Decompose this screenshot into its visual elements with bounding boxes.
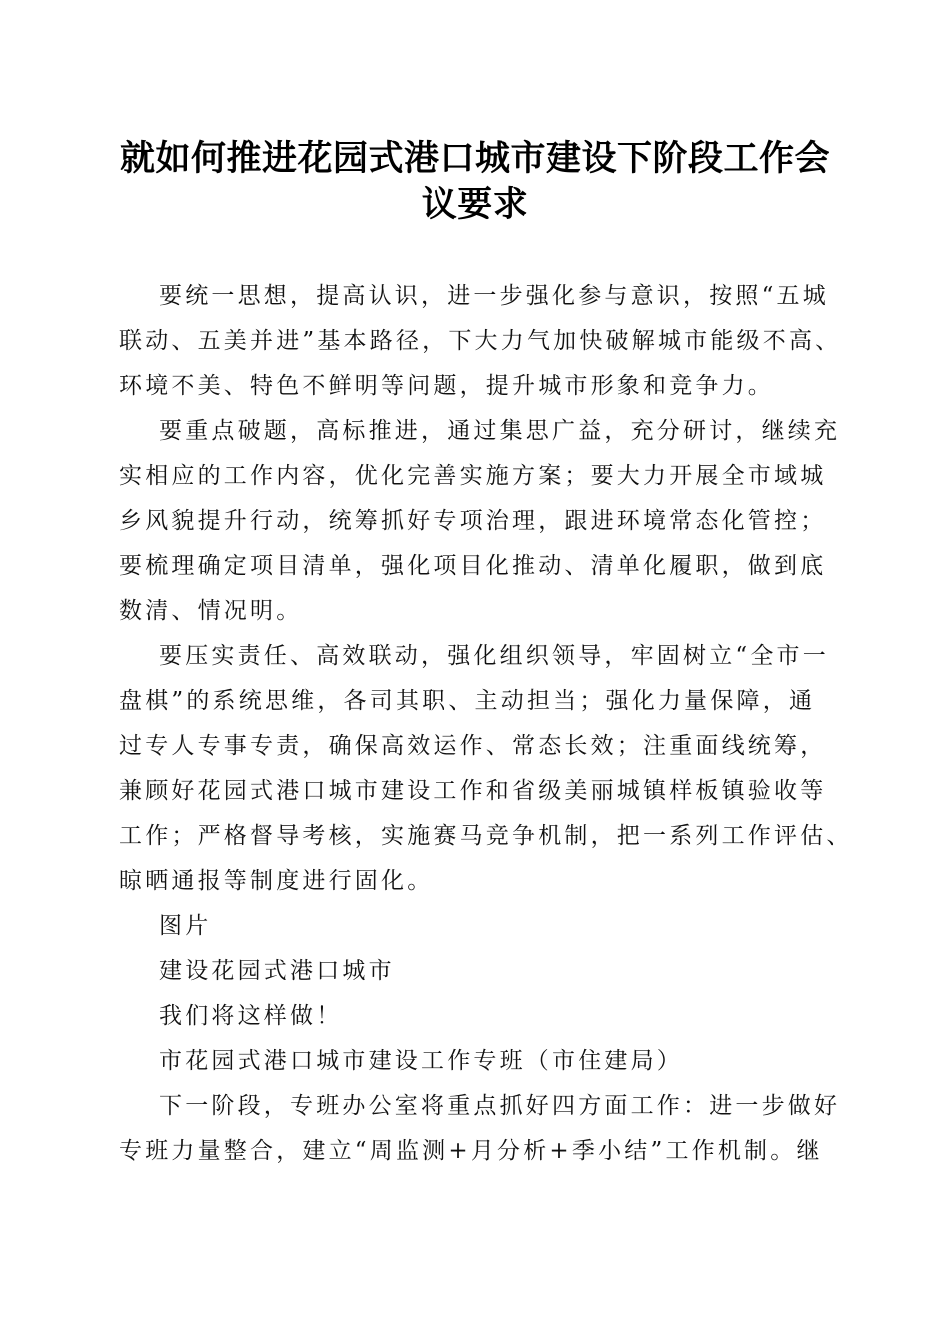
- paragraph-line: 实相应的工作内容，优化完善实施方案；要大力开展全市域城: [119, 463, 827, 489]
- paragraph-line: 工作；严格督导考核，实施赛马竞争机制，把一系列工作评估、: [119, 823, 853, 849]
- title-line: 就如何推进花园式港口城市建设下阶段工作会: [119, 138, 830, 179]
- paragraph-line: 要重点破题，高标推进，通过集思广益，充分研讨，继续充: [159, 418, 841, 444]
- paragraph-line: 盘棋”的系统思维，各司其职、主动担当；强化力量保障，通: [119, 688, 816, 714]
- paragraph-line: 要梳理确定项目清单，强化项目化推动、清单化履职，做到底: [119, 553, 827, 579]
- paragraph-line: 环境不美、特色不鲜明等问题，提升城市形象和竞争力。: [119, 373, 774, 399]
- paragraph: [119, 994, 827, 1039]
- paragraph-line: 要压实责任、高效联动，强化组织领导，牢固树立“全市一: [159, 643, 829, 669]
- paragraph-line: 要统一思想，提高认识，进一步强化参与意识，按照“五城: [159, 283, 829, 309]
- paragraph: [119, 1039, 827, 1084]
- paragraph-line: 下一阶段，专班办公室将重点抓好四方面工作：进一步做好: [159, 1093, 841, 1119]
- paragraph: [119, 904, 827, 949]
- paragraph-line: 图片: [159, 913, 212, 939]
- paragraph-line: 晾晒通报等制度进行固化。: [119, 868, 434, 894]
- paragraph-line: 市花园式港口城市建设工作专班（市住建局）: [159, 1048, 683, 1074]
- paragraph: [119, 634, 853, 904]
- paragraph-line: 建设花园式港口城市: [159, 958, 395, 984]
- paragraph: [119, 409, 841, 634]
- paragraph-line: 兼顾好花园式港口城市建设工作和省级美丽城镇样板镇验收等: [119, 778, 827, 804]
- paragraph: [119, 949, 827, 994]
- paragraph-line: 数清、情况明。: [119, 598, 303, 624]
- document-body: [119, 274, 853, 1174]
- paragraph-line: 专班力量整合，建立“周监测+月分析+季小结”工作机制。继: [119, 1138, 823, 1164]
- title-line: 议要求: [421, 184, 529, 225]
- document-title: [100, 136, 850, 228]
- paragraph-line: 乡风貌提升行动，统筹抓好专项治理，跟进环境常态化管控；: [119, 508, 827, 534]
- paragraph: [119, 1084, 841, 1174]
- paragraph-line: 我们将这样做！: [159, 1003, 343, 1029]
- paragraph: [119, 274, 842, 409]
- paragraph-line: 联动、五美并进”基本路径，下大力气加快破解城市能级不高、: [119, 328, 842, 354]
- paragraph-line: 过专人专事专责，确保高效运作、常态长效；注重面线统筹，: [119, 733, 827, 759]
